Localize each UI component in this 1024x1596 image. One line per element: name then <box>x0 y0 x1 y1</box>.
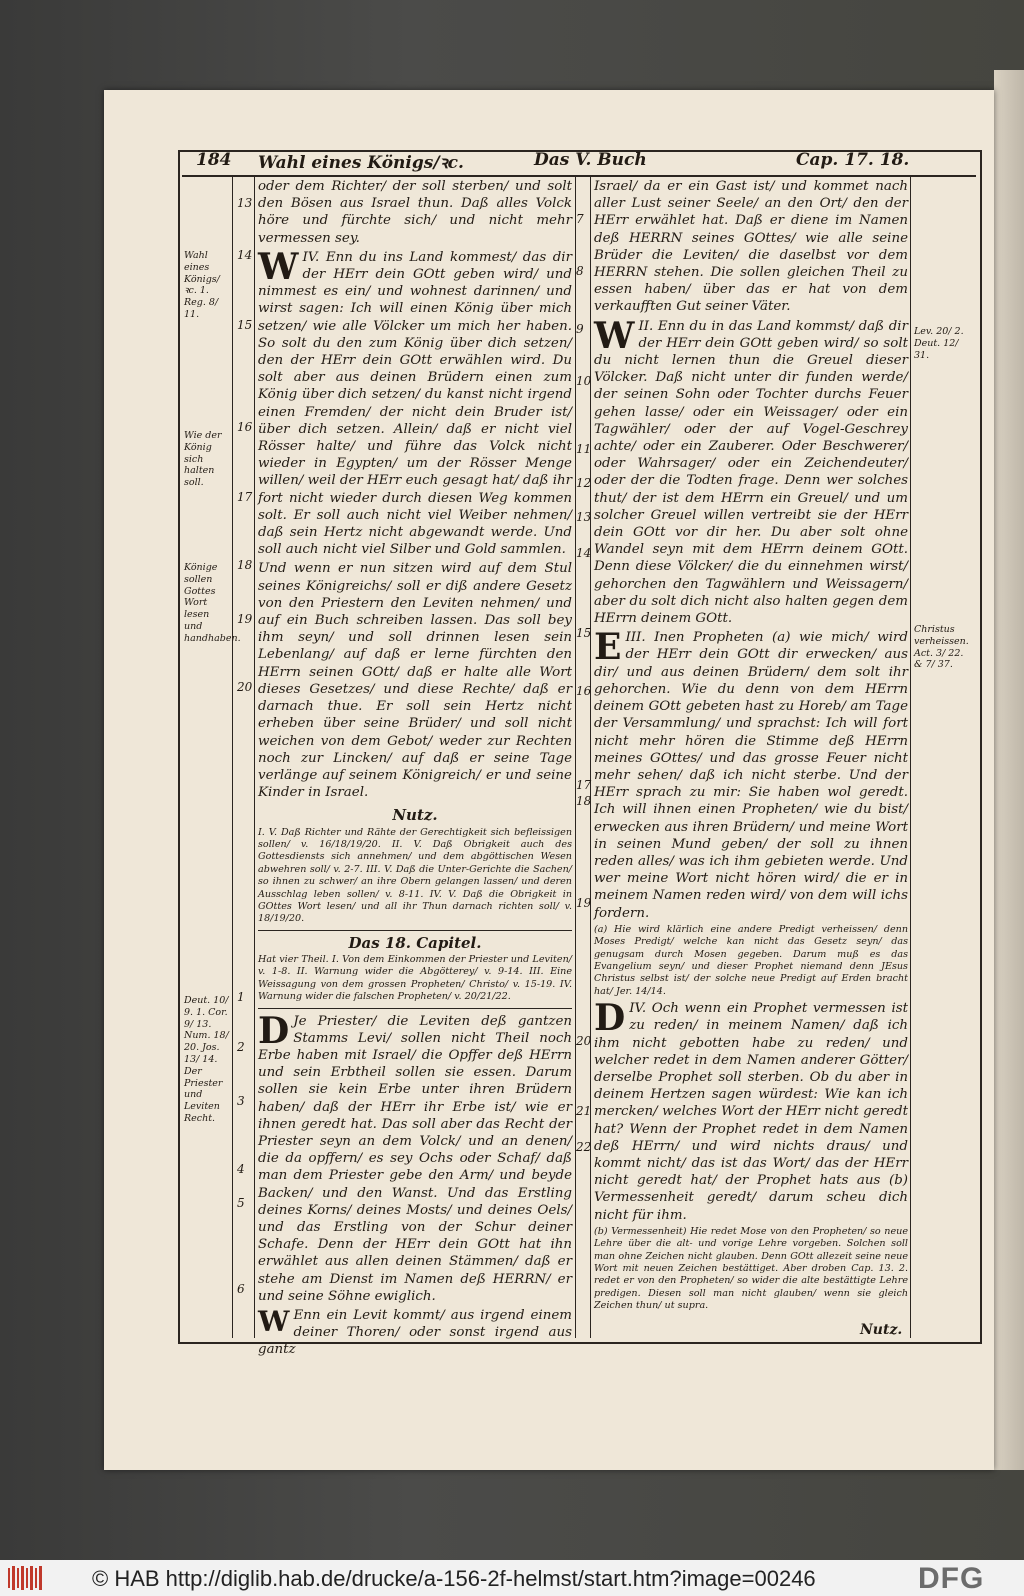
adjacent-page-edge <box>994 70 1024 1470</box>
margin-note-left-4: Deut. 10/ 9. 1. Cor. 9/ 13. Num. 18/ 20. Jos. 13/ 14. Der Priester und Leviten Recht. <box>184 995 229 1124</box>
footnote-a: (a) Hie wird klärlich eine andere Predigt verheissen/ denn Moses Predigt/ welche kan nicht das Gesetz seyn/ das genugsam durch Mosen gegeben. Darum muß es das Evangelium seyn/ und dieser Prophet niemand denn JEsus Christus selbst ist/ der solche neue Predigt auf Erden bracht hat/ Jer. 14/14. <box>594 923 908 997</box>
verse-number: 2 <box>237 1040 245 1054</box>
drop-cap: W <box>594 314 635 357</box>
paragraph <box>594 997 908 1224</box>
verse-number: 9 <box>576 322 584 336</box>
paragraph <box>594 314 908 628</box>
column-divider-left <box>575 176 576 1338</box>
verse-number: 18 <box>237 558 253 572</box>
verse-number: 6 <box>237 1282 245 1296</box>
nutz-heading: Nutz. <box>392 806 438 825</box>
footer-bar <box>0 1560 1024 1596</box>
paragraph: Israel/ da er ein Gast ist/ und kommet nach aller Lust seiner Seele/ an den Ort/ den der HErr erwählet hat. Daß er diene im Namen deß HERRN seines GOttes/ wie alle seine Brüder die Leviten/ die daselbst vor dem HERRN stehen. Die sollen gleichen Theil zu essen haben/ über das er hat von dem verkaufften Gut seiner Väter. <box>594 179 908 315</box>
catchword: Nutz. <box>860 1322 903 1338</box>
verse-number: 4 <box>237 1162 245 1176</box>
verse-number: 19 <box>576 896 592 910</box>
margin-note-left-2: Wie der König sich halten soll. <box>184 430 222 489</box>
book-title: Das V. Buch <box>534 150 647 170</box>
verse-number: 13 <box>576 510 592 524</box>
barcode-logo-icon <box>6 1564 46 1592</box>
paragraph <box>258 1307 572 1359</box>
paragraph-text: II. Enn du in das Land kommst/ daß dir der HErr dein GOtt geben wird/ so solt du nicht lernen thun die Greuel dieser Völcker. Daß nicht unter dir funden werde/ der seinen Sohn oder Tochter durchs Feuer gehen lasse/ oder ein Weissager/ oder ein Tagwähler/ oder der auf Vogel-Geschrey achte/ oder ein Zauberer. Oder Beschwerer/ oder Wahrsager/ oder ein Zeichendeuter/ oder der die Todten frage. Denn wer solches thut/ der ist dem HErrn ein Greuel/ und um solcher Greuel willen vertreibt sie der HErr dein GOtt vor dir her. Du aber solt ohne Wandel seyn mit dem HErrn deinem GOtt. Denn diese Völcker/ die du einnehmen wirst/ gehorchen den Tagwählern und Weissagern/ aber du solt dich nicht also halten gegen dem HErrn deinem GOtt. <box>594 318 908 627</box>
verse-number: 1 <box>237 990 245 1004</box>
verse-number: 22 <box>576 1140 592 1154</box>
chapter-summary: Hat vier Theil. I. Von dem Einkommen der Priester und Leviten/ v. 1-8. II. Warnung wider die Abgötterey/ v. 9-14. III. Eine Weissagung von dem grossen Propheten/ Christo/ v. 15-19. IV. Warnung wider die falschen Propheten/ v. 20/21/22. <box>258 953 572 1003</box>
drop-cap: D <box>594 997 626 1040</box>
verse-number: 15 <box>237 318 253 332</box>
paragraph-text: IV. Och wenn ein Prophet vermessen ist zu reden/ in meinem Namen/ daß ich ihm nicht gebotten habe zu reden/ und welcher redet in dem Namen anderer Götter/ derselbe Prophet soll sterben. Ob du aber in deinem Hertzen sagen würdest: Wie kan ich mercken/ welches Wort der HErr nicht geredt hat? Wenn der Prophet redet in dem Namen deß HErrn/ und wird nichts draus/ und kommt nicht/ das ist das Wort/ das der HErr nicht geredt hat/ der Prophet hats aus (b) Vermessenheit geredt/ darum scheu dich nicht für ihm. <box>594 1001 908 1223</box>
drop-cap: D <box>258 1009 290 1052</box>
chapter-heading: Das 18. Capitel. <box>348 933 482 952</box>
paragraph-text: Je Priester/ die Leviten deß gantzen Stamms Levi/ sollen nicht Theil noch Erbe haben mit Israel/ die Opffer deß HErrn und sein Erbtheil sollen sie essen. Darum sollen sie kein Erbe unter ihren Brüdern haben/ daß der HErr ihr Erbe ist/ wie er ihnen geredt hat. Das soll aber das Recht der Priester seyn an dem Volck/ und an denen/ die da opffern/ es sey Ochs oder Schaf/ daß man dem Priester gebe den Arm/ und beyde Backen/ und den Wanst. Und das Erstling deines Korns/ deines Mosts/ und deines Oels/ und das Erstling von der Schur deiner Schafe. Denn der HErr dein GOtt hat ihn erwählet aus allen deinen Stämmen/ daß er stehe am Dienst im Namen deß HERRN/ er und seine Söhne ewiglich. <box>258 1013 572 1304</box>
right-margin-rule <box>910 176 911 1338</box>
verse-number: 10 <box>576 374 592 388</box>
drop-cap: W <box>258 245 299 288</box>
paragraph-text: IV. Enn du ins Land kommest/ das dir der HErr dein GOtt geben wird/ und nimmest es ein/ und wohnest darinnen/ und wirst sagen: Ich will einen König über mich setzen/ wie alle Völcker um mich her haben. So solt du den zum König über dich setzen/ den der HErr dein GOtt erwählen wird. Du solt aber aus deinen Brüdern einen zum König über dich setzen/ du kanst nicht irgend einen Fremden/ der nicht dein Bruder ist/ über dich setzen. Allein/ daß er nicht viel Rösser halte/ und führe das Volck nicht wieder in Egypten/ um der Rösser Menge willen/ weil der HErr euch gesagt hat/ daß ihr fort nicht wieder durch diesen Weg kommen solt. Er soll auch nicht viel Weiber nehmen/ daß sein Hertz nicht abgewandt werde. Und soll auch nicht viel Silber und Gold sammlen. <box>258 249 572 558</box>
nutz-text: I. V. Daß Richter und Rähte der Gerechtigkeit sich befleissigen sollen/ v. 16/18/19/20. II. V. Daß Obrigkeit auch des Gottesdiensts sich annehmen/ und dem abgöttischen Wesen abwehren soll/ v. 2-7. III. V. Daß die Unter-Gerichte die Sachen/ so ihnen zu schwer/ an ihre Obern gelangen lassen/ und deren Ausschlag leben sollen/ v. 8-11. IV. V. Daß die Obrigkeit in GOttes Wort lesen/ und all ihr Thun darnach richten soll/ v. 18/19/20. <box>258 826 572 925</box>
chapter-reference: Cap. 17. 18. <box>796 150 910 170</box>
verse-number: 15 <box>576 626 592 640</box>
header-rule <box>182 175 976 177</box>
verse-number: 5 <box>237 1196 245 1210</box>
verse-number: 16 <box>237 420 253 434</box>
left-text-column <box>258 178 572 1358</box>
verse-number: 14 <box>576 546 592 560</box>
dfg-logo: DFG <box>918 1562 985 1595</box>
drop-cap: W <box>258 1305 290 1339</box>
left-verse-rule <box>254 176 255 1338</box>
verse-number: 20 <box>576 1034 592 1048</box>
right-text-column <box>594 178 908 1318</box>
paragraph <box>594 626 908 921</box>
footnote-b: (b) Vermessenheit) Hie redet Mose von den Propheten/ so neue Lehre über die alt- und vorige Lehre vorgeben. Solchen soll man ohne Zeichen nicht glauben. Denn GOtt allezeit seine neue Wort mit neuen Zeichen bestättiget. Aber droben Cap. 13. 2. redet er von den Propheten/ so wider die alte bestättigte Lehre predigen. Diesen soll man nicht glauben/ wenn sie gleich Zeichen thun/ ut supra. <box>594 1225 908 1312</box>
margin-note-right-2: Christus verheissen. Act. 3/ 22. & 7/ 37. <box>914 624 969 671</box>
verse-number: 12 <box>576 476 592 490</box>
column-divider-right <box>590 176 591 1338</box>
verse-number: 3 <box>237 1094 245 1108</box>
paragraph <box>258 1009 572 1305</box>
running-title: Wahl eines Königs/ꝛc. <box>258 153 464 173</box>
margin-note-left-3: Könige sollen Gottes Wort lesen und handhaben. <box>184 562 241 644</box>
verse-number: 18 <box>576 794 592 808</box>
margin-note-right-1: Lev. 20/ 2. Deut. 12/ 31. <box>914 326 964 361</box>
verse-number: 11 <box>576 442 592 456</box>
section-rule <box>258 930 572 931</box>
paragraph-text: III. Inen Propheten (a) wie mich/ wird der HErr dein GOtt dir erwecken/ aus dir/ und aus deinen Brüdern/ dem solt ihr gehorchen. Wie du denn von dem HErrn deinem GOtt gebeten hast zu Horeb/ am Tage der Versammlung/ und sprachst: Ich will fort nicht mehr hören die Stimme deß HErrn meines GOttes/ und das grosse Feuer nicht mehr sehen/ daß ich nicht sterbe. Und der HErr sprach zu mir: Sie haben wol geredt. Ich will ihnen einen Propheten/ wie du bist/ erwecken aus ihren Brüdern/ und meine Wort in seinen Mund geben/ der soll zu ihnen reden alles/ was ich ihm gebieten werde. Und wer meine Wort nicht hören wird/ die er in meinem Namen reden wird/ von dem will ichs fordern. <box>594 630 908 921</box>
verse-number: 7 <box>576 212 584 226</box>
verse-number: 13 <box>237 196 253 210</box>
paragraph: Und wenn er nun sitzen wird auf dem Stul seines Königreichs/ soll er diß andere Gesetz von den Priestern den Leviten nehmen/ und auf ein Buch schreiben lassen. Das soll bey ihm seyn/ und soll drinnen lesen sein Lebenlang/ auf daß er lerne fürchten den HErrn seinen GOtt/ daß er halte alle Wort dieses Gesetzes/ und diese Rechte/ daß er darnach thue. Er soll sein Hertz nicht erheben über seine Brüder/ und soll nicht weichen von dem Gebot/ weder zur Rechten noch zur Lincken/ auf daß er seine Tage verlänge auf seinem Königreich/ er und seine Kinder in Israel. <box>258 561 572 801</box>
section-rule <box>258 1008 572 1009</box>
verse-number: 17 <box>237 490 253 504</box>
drop-cap: E <box>594 626 622 669</box>
paragraph-text: Enn ein Levit kommt/ aus irgend einem deiner Thoren/ oder sonst irgend aus gantz <box>258 1308 572 1358</box>
verse-number: 20 <box>237 680 253 694</box>
copyright-link[interactable]: © HAB http://diglib.hab.de/drucke/a-156-2f-helmst/start.htm?image=00246 <box>92 1566 816 1591</box>
paragraph <box>258 245 572 559</box>
verse-number: 21 <box>576 1104 592 1118</box>
margin-note-left-1: Wahl eines Königs/ꝛc. 1. Reg. 8/ 11. <box>184 250 220 320</box>
verse-number: 14 <box>237 248 253 262</box>
page-number: 184 <box>196 150 232 170</box>
paragraph: oder dem Richter/ der soll sterben/ und solt den Bösen aus Israel thun. Daß alles Volck höre und fürchte sich/ und nicht mehr vermessen sey. <box>258 179 572 246</box>
verse-number: 17 <box>576 778 592 792</box>
left-margin-rule <box>232 176 233 1338</box>
verse-number: 8 <box>576 264 584 278</box>
verse-number: 16 <box>576 684 592 698</box>
verse-number: 19 <box>237 612 253 626</box>
